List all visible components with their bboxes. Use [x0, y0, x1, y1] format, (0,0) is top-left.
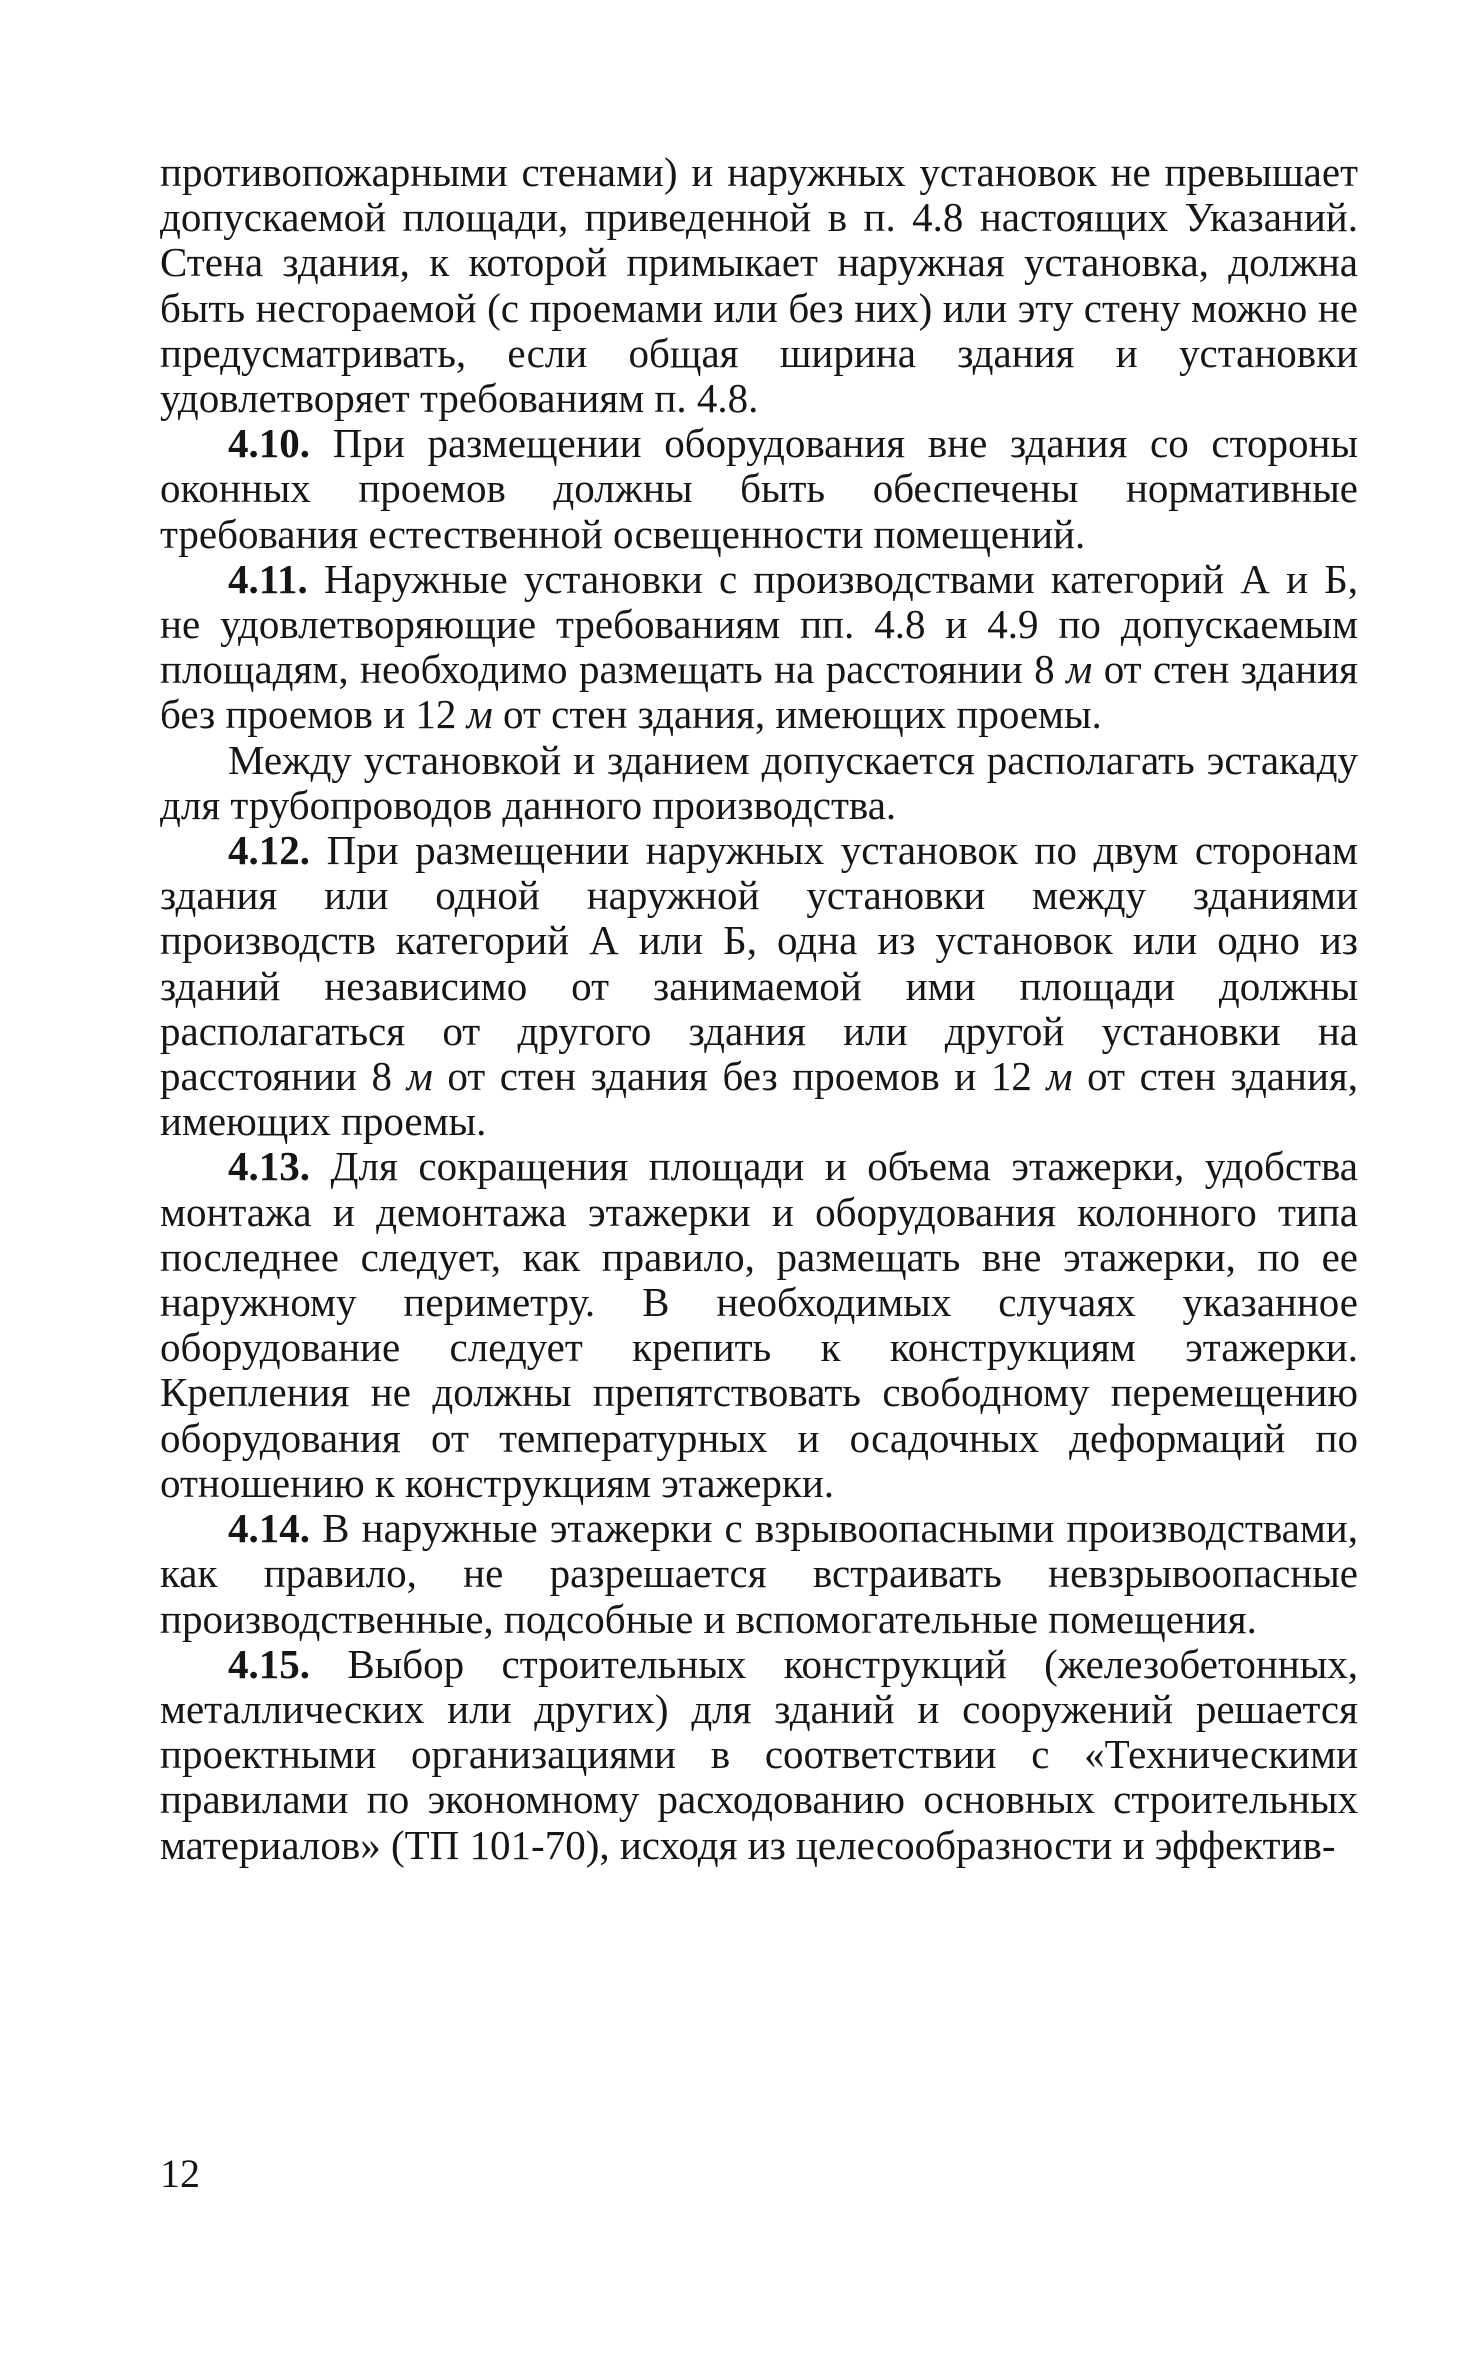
unit-meter: м — [466, 691, 493, 738]
paragraph-number: 4.12. — [228, 827, 310, 874]
paragraph-text: от стен здания, имеющих проемы. — [492, 691, 1102, 738]
page-number: 12 — [160, 2151, 200, 2196]
paragraph-4-11-continued — [160, 738, 1358, 828]
paragraph-number: 4.10. — [228, 420, 310, 467]
paragraph-text: Для сокращения площади и объема этажерки, удобства монтажа и демонтажа этажерки и оборудования колонного типа последнее следует, как правило, размещать вне этажерки, по ее наружному периметру. В необходимых случаях указанное оборудование следует крепить к конструкциям этажерки. Крепления не должны препятствовать свободному перемещению оборудования от температурных и осадочных деформаций по отношению к конструкциям этажерки. — [160, 1143, 1359, 1506]
paragraph-text: от стен здания без проемов и 12 — [432, 1053, 1047, 1100]
document-page — [160, 150, 1358, 1868]
paragraph-text: При размещении оборудования вне здания со стороны оконных проемов должны быть обеспечены нормативные требования естественной освещенности помещений. — [160, 420, 1358, 557]
paragraph-number: 4.15. — [228, 1640, 310, 1687]
unit-meter: м — [1066, 646, 1093, 693]
paragraph-number: 4.11. — [228, 555, 308, 602]
unit-meter: м — [1046, 1053, 1073, 1100]
paragraph-text: Выбор строительных конструкций (железобетонных, металлических или других) для зданий и сооружений решается проектными организациями в соответствии с «Техническими правилами по экономному расходованию основных строительных материалов» (ТП 101-70), исходя из целесообразности и эффектив- — [160, 1640, 1358, 1868]
paragraph-4-15 — [160, 1642, 1358, 1868]
paragraph-text: В наружные этажерки с взрывоопасными производствами, как правило, не разрешается встраивать невзрывоопасные производственные, подсобные и вспомогательные помещения. — [160, 1505, 1359, 1642]
paragraph-text: от стен здания без проемов и 12 — [160, 646, 1358, 738]
paragraph-text: Наружные установки с производствами категорий А и Б, не удовлетворяющие требованиям пп. 4.8 и 4.9 по допускаемым площадям, необходимо размещать на расстоянии 8 — [160, 555, 1359, 693]
paragraph-number: 4.14. — [228, 1505, 310, 1552]
paragraph-4-14 — [160, 1506, 1358, 1642]
paragraph-4-13 — [160, 1144, 1358, 1506]
paragraph-4-12 — [160, 828, 1358, 1144]
paragraph-number: 4.13. — [228, 1143, 310, 1190]
paragraph-text: При размещении наружных установок по двум сторонам здания или одной наружной установки между зданиями производств категорий А или Б, одна из установок или одно из зданий независимо от занимаемой ими площади должны располагаться от другого здания или другой установки на расстоянии 8 — [160, 827, 1358, 1100]
paragraph-text: Между установкой и зданием допускается располагать эстакаду для трубопроводов данного производства. — [160, 736, 1358, 828]
paragraph-4-10 — [160, 421, 1358, 557]
paragraph-text: противопожарными стенами) и наружных установок не превышает допускаемой площади, приведенной в п. 4.8 настоящих Указаний. Стена здания, к которой примыкает наружная установка, должна быть несгораемой (с проемами или без них) или эту стену можно не предусматривать, если общая ширина здания и установки удовлетворяет требованиям п. 4.8. — [160, 149, 1358, 422]
paragraph-4-11 — [160, 557, 1358, 738]
unit-meter: м — [406, 1053, 433, 1100]
paragraph-text: от стен здания, имеющих проемы. — [160, 1053, 1358, 1145]
paragraph-continuation — [160, 150, 1358, 421]
